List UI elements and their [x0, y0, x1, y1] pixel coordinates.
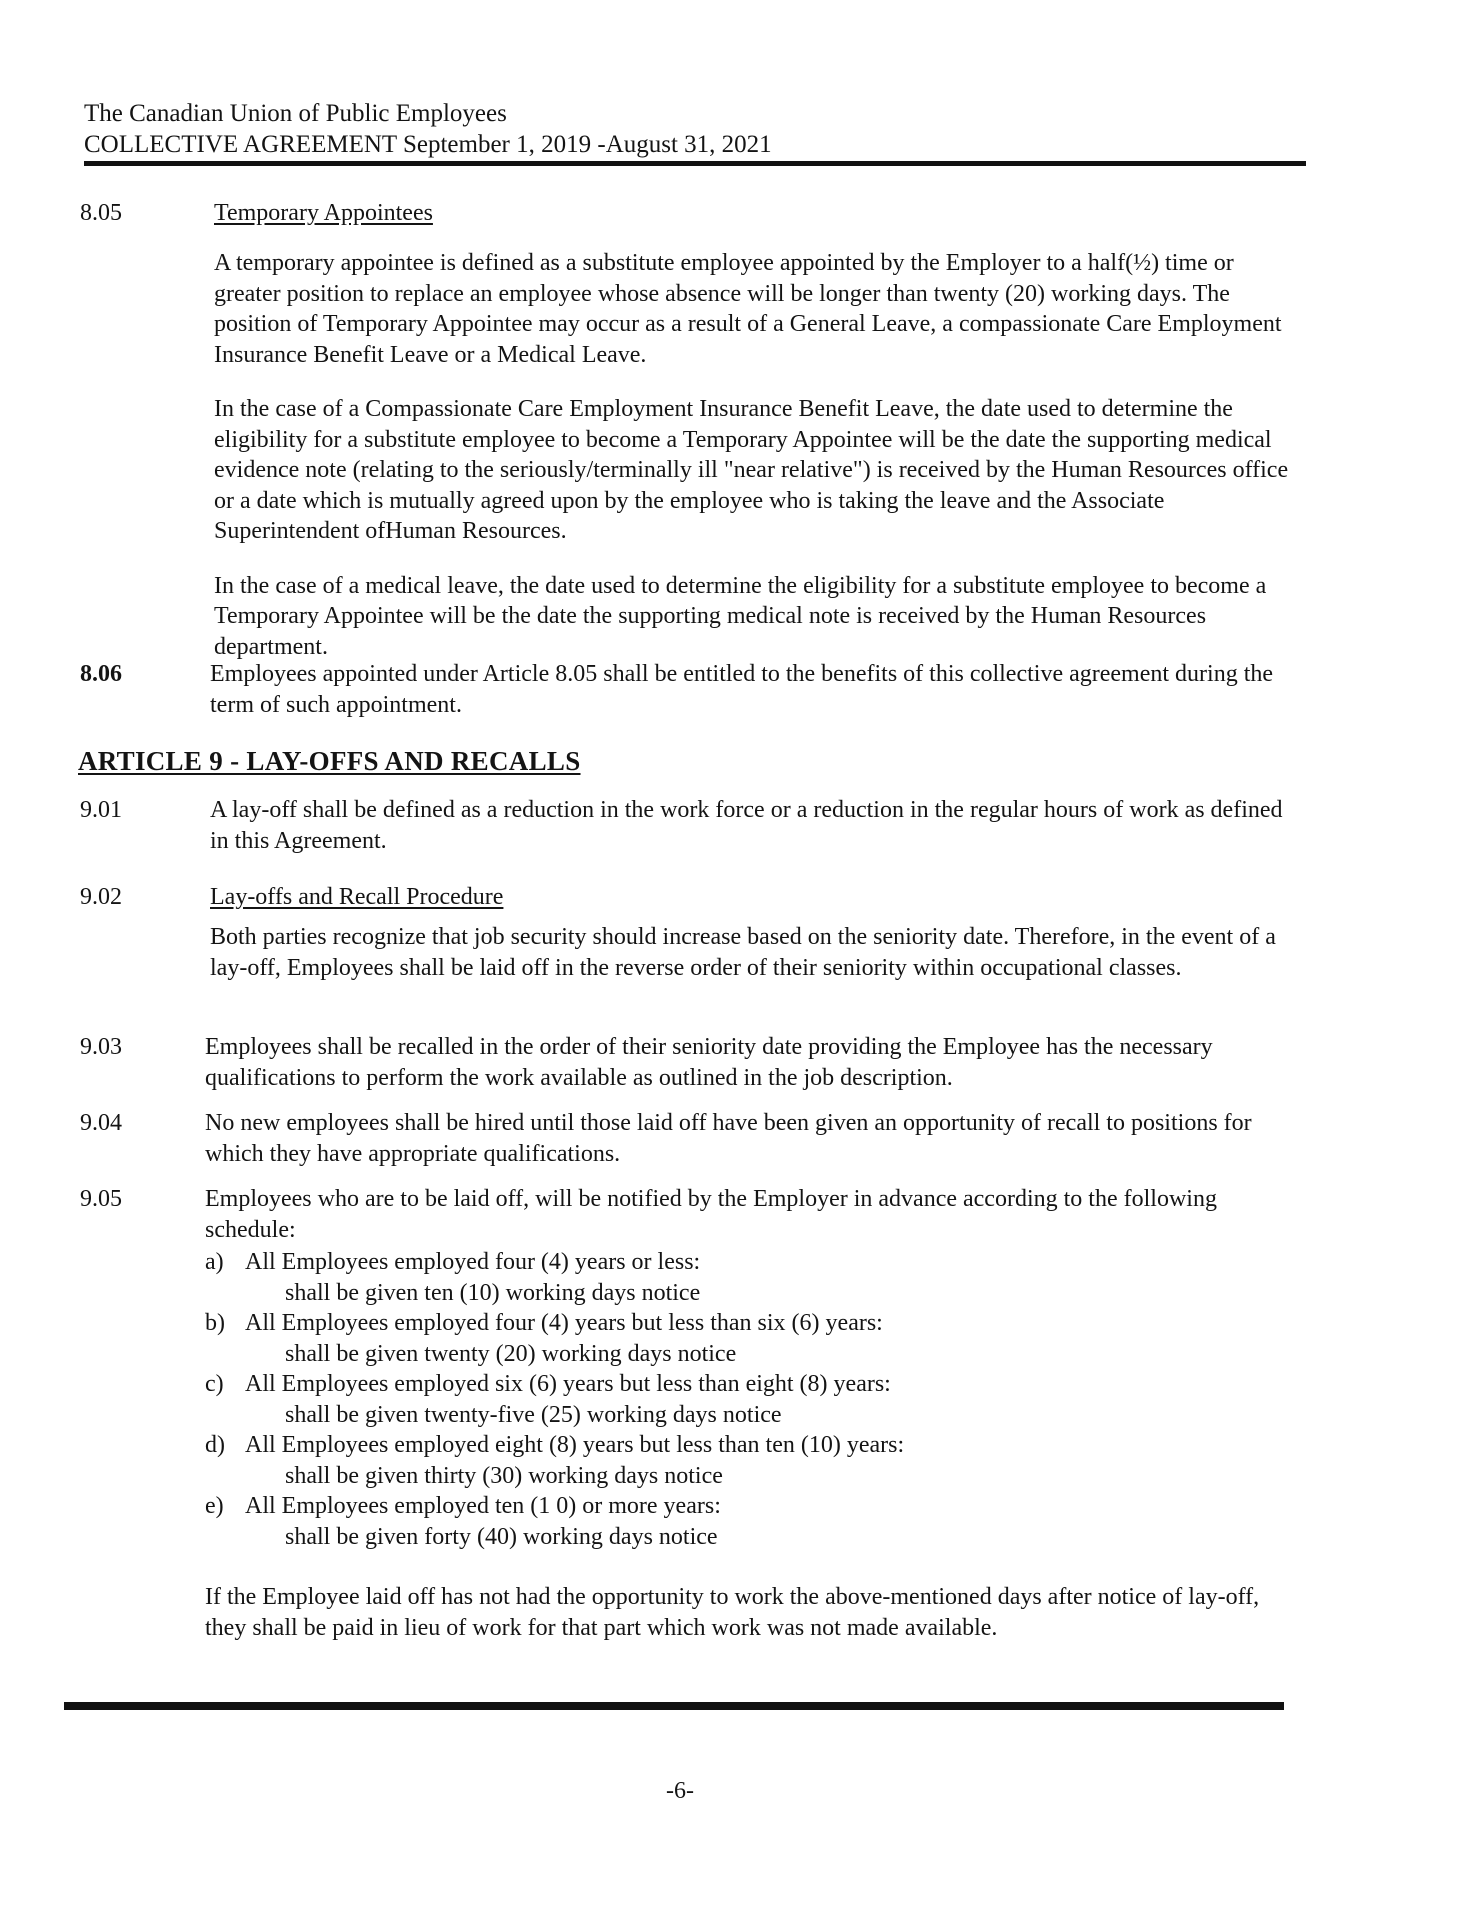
list-item: [205, 1247, 1285, 1308]
list-item-condition: All Employees employed four (4) years or less:: [245, 1249, 701, 1275]
paragraph-8-05-3: In the case of a medical leave, the date used to determine the eligibility for a substitute employee to become a Temporary Appointee will be the date the supporting medical note is received by the Human Resources department.: [214, 572, 1267, 660]
list-item-letter: b): [205, 1310, 225, 1336]
section-9-02-title: Lay-offs and Recall Procedure: [210, 884, 504, 910]
list-item-letter: a): [205, 1249, 224, 1275]
list-item-condition: All Employees employed four (4) years but less than six (6) years:: [245, 1310, 883, 1336]
list-item-notice: shall be given ten (10) working days notice: [285, 1279, 701, 1306]
section-number-8-06: 8.06: [80, 661, 122, 687]
list-item-notice: shall be given thirty (30) working days notice: [285, 1462, 723, 1489]
list-item-notice: shall be given forty (40) working days notice: [285, 1523, 718, 1550]
section-number-9-02: 9.02: [80, 884, 122, 910]
section-number-9-05: 9.05: [80, 1186, 122, 1212]
list-item-condition: All Employees employed eight (8) years but less than ten (10) years:: [245, 1432, 905, 1458]
section-number-8-05: 8.05: [80, 200, 122, 226]
section-title-temporary-appointees: Temporary Appointees: [214, 200, 433, 226]
list-item-letter: e): [205, 1493, 224, 1519]
list-item-condition: All Employees employed ten (1 0) or more years:: [245, 1493, 721, 1519]
list-item-letter: c): [205, 1371, 224, 1397]
footer-rule: [64, 1702, 1284, 1710]
list-item: [205, 1430, 1285, 1491]
section-8-06-text: Employees appointed under Article 8.05 shall be entitled to the benefits of this collective agreement during the term of such appointment.: [210, 661, 1274, 718]
section-9-02-text: Both parties recognize that job security should increase based on the seniority date. Therefore, in the event of a lay-off, Employees shall be laid off in the reverse order of their seniority within occupational classes.: [210, 924, 1276, 981]
section-9-05: [205, 1184, 1285, 1656]
list-item-notice: shall be given twenty (20) working days notice: [285, 1340, 737, 1367]
section-9-01-text: A lay-off shall be defined as a reduction in the work force or a reduction in the regular hours of work as defined in this Agreement.: [210, 797, 1283, 854]
list-item: [205, 1491, 1285, 1552]
paragraph-8-05-1: A temporary appointee is defined as a substitute employee appointed by the Employer to a half(½) time or greater position to replace an employee whose absence will be longer than twenty (20) working days. The position of Temporary Appointee may occur as a result of a General Leave, a compassionate Care Employment Insurance Benefit Leave or a Medical Leave.: [214, 250, 1282, 368]
list-item: [205, 1308, 1285, 1369]
section-title-layoffs-recall: [210, 882, 1300, 913]
section-9-05-closing: If the Employee laid off has not had the opportunity to work the above-mentioned days after notice of lay-off, they shall be paid in lieu of work for that part which work was not made available.: [205, 1584, 1260, 1641]
article-9-heading: ARTICLE 9 - LAY-OFFS AND RECALLS: [78, 746, 581, 776]
section-8-05: [214, 198, 1304, 245]
list-item-condition: All Employees employed six (6) years but less than eight (8) years:: [245, 1371, 891, 1397]
document-header: [84, 98, 772, 160]
section-9-05-intro: Employees who are to be laid off, will be notified by the Employer in advance according to the following schedule:: [205, 1186, 1217, 1243]
paragraph-8-05-2: In the case of a Compassionate Care Employment Insurance Benefit Leave, the date used to determine the eligibility for a substitute employee to become a Temporary Appointee will be the date the supporting medical evidence note (relating to the seriously/terminally ill "near relative") is received by the Human Resources office or a date which is mutually agreed upon by the employee who is taking the leave and the Associate Superintendent ofHuman Resources.: [214, 396, 1289, 544]
header-rule: [84, 161, 1306, 166]
section-number-9-03: 9.03: [80, 1034, 122, 1060]
section-number-9-04: 9.04: [80, 1110, 122, 1136]
notice-schedule-list: [205, 1247, 1285, 1552]
section-9-03-text: Employees shall be recalled in the order of their seniority date providing the Employee has the necessary qualifications to perform the work available as outlined in the job description.: [205, 1034, 1213, 1091]
list-item-notice: shall be given twenty-five (25) working days notice: [285, 1401, 782, 1428]
list-item-letter: d): [205, 1432, 225, 1458]
section-9-04-text: No new employees shall be hired until those laid off have been given an opportunity of recall to positions for which they have appropriate qualifications.: [205, 1110, 1252, 1167]
section-8-05-body: [214, 248, 1294, 675]
list-item: [205, 1369, 1285, 1430]
page-number: -6-: [666, 1778, 694, 1804]
header-agreement-term: COLLECTIVE AGREEMENT September 1, 2019 -August 31, 2021: [84, 131, 772, 158]
header-organization: The Canadian Union of Public Employees: [84, 100, 507, 127]
section-number-9-01: 9.01: [80, 797, 122, 823]
